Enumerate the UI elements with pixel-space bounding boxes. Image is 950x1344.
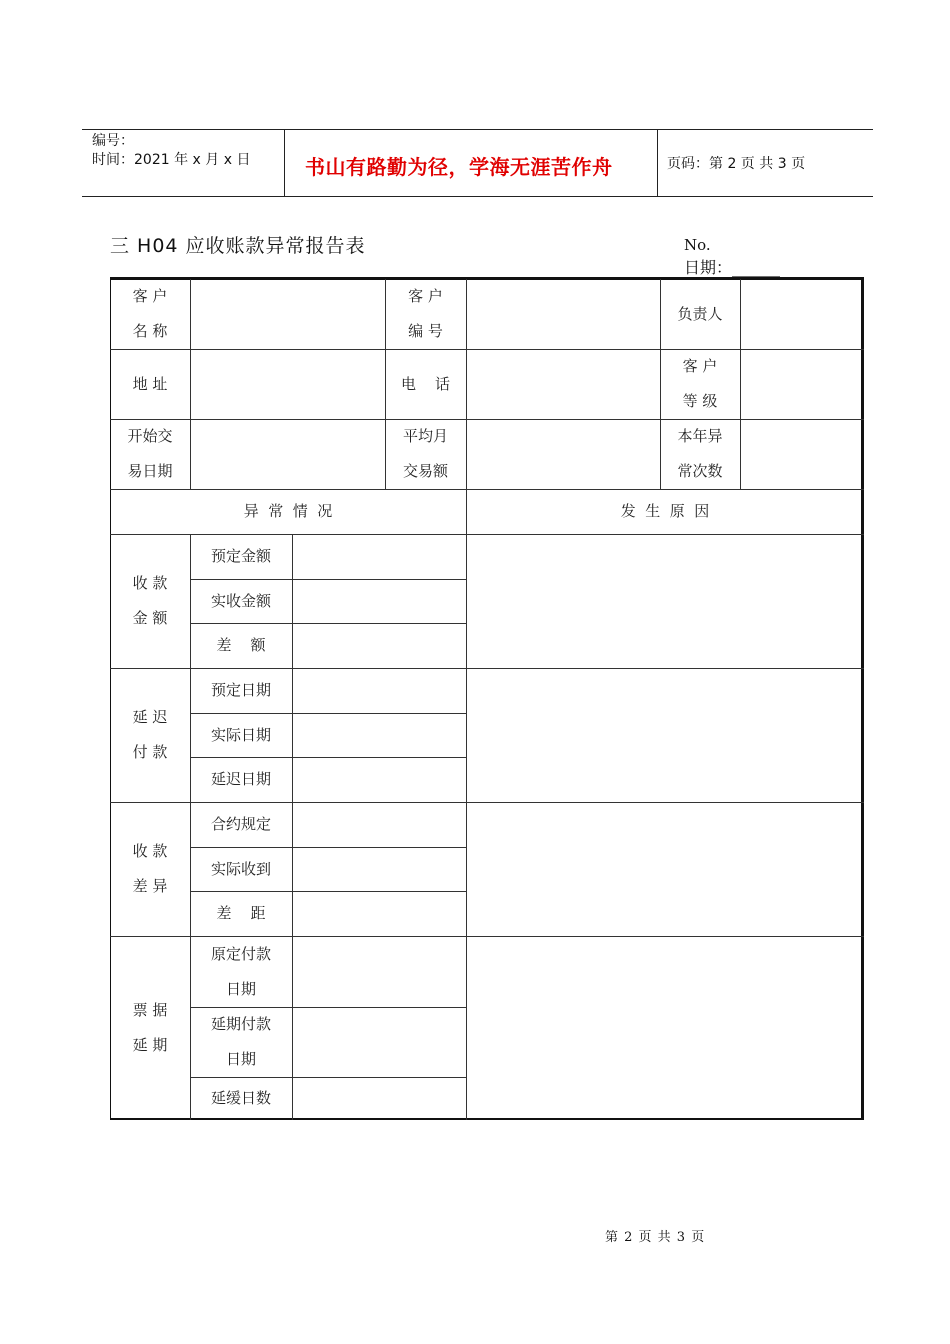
start-trade-date-value[interactable] [191, 420, 385, 489]
item-label: 预定日期 [210, 681, 271, 699]
item-value[interactable] [293, 669, 466, 713]
cause-value[interactable] [467, 803, 863, 936]
item-value[interactable] [293, 892, 466, 936]
item-value[interactable] [293, 624, 466, 668]
customer-no-label: 客 户 编 号 [408, 287, 443, 340]
item-label: 延缓日数 [210, 1089, 271, 1107]
group-label-delay: 延 迟 付 款 [132, 708, 168, 761]
form-no-label: No. [684, 236, 711, 254]
customer-name-value[interactable] [191, 280, 385, 349]
anomaly-header: 异 常 情 况 [243, 502, 333, 520]
header-top-rule [82, 129, 873, 130]
item-label: 延期付款 日期 [210, 1015, 271, 1068]
phone-label: 电 话 [400, 374, 451, 393]
customer-level-label: 客 户 等 级 [682, 357, 718, 410]
item-label: 合约规定 [210, 815, 271, 833]
item-value[interactable] [293, 758, 466, 802]
address-label: 地 址 [132, 374, 168, 393]
item-value[interactable] [293, 535, 466, 579]
group-label-difference: 收 款 差 异 [132, 842, 168, 895]
item-label: 差 距 [216, 904, 266, 922]
avg-monthly-amount-label: 平均月 交易额 [402, 427, 448, 480]
footer-page-number: 第 2 页 共 3 页 [605, 1230, 706, 1245]
item-value[interactable] [293, 714, 466, 757]
item-value[interactable] [293, 937, 466, 1007]
item-value[interactable] [293, 580, 466, 623]
customer-no-value[interactable] [467, 280, 660, 349]
start-trade-date-label: 开始交 易日期 [127, 427, 173, 480]
item-label: 实际日期 [210, 725, 271, 744]
form-title: 三 H04 应收账款异常报告表 [110, 235, 366, 257]
header-divider-2 [657, 129, 658, 197]
annual-anomalies-label: 本年异 常次数 [677, 427, 723, 480]
item-value[interactable] [293, 1078, 466, 1119]
item-label: 预定金额 [210, 547, 271, 565]
phone-value[interactable] [467, 350, 660, 419]
item-label: 差 额 [216, 636, 266, 654]
cause-value[interactable] [467, 535, 863, 668]
item-label: 实收金额 [210, 591, 271, 610]
group-label-bill-extension: 票 据 延 期 [132, 1001, 168, 1054]
item-value[interactable] [293, 848, 466, 891]
person-in-charge-label: 负责人 [677, 304, 723, 323]
time-label: 时间：2021 年 x 月 x 日 [92, 152, 251, 168]
avg-monthly-amount-value[interactable] [467, 420, 660, 489]
group-label-amount: 收 款 金 额 [132, 574, 168, 627]
item-label: 原定付款 日期 [210, 944, 271, 998]
page-code: 页码：第 2 页 共 3 页 [667, 156, 806, 172]
motto-text: 书山有路勤为径，学海无涯苦作舟 [305, 155, 613, 179]
header-bottom-rule [82, 196, 873, 197]
person-in-charge-value[interactable] [741, 280, 863, 349]
header-divider-1 [284, 129, 285, 197]
customer-name-label: 客 户 名 称 [132, 287, 168, 340]
address-value[interactable] [191, 350, 385, 419]
item-label: 延迟日期 [210, 770, 271, 788]
item-value[interactable] [293, 803, 466, 847]
cause-value[interactable] [467, 937, 863, 1119]
form-date-label: 日期：______ [684, 258, 781, 277]
annual-anomalies-value[interactable] [741, 420, 863, 489]
item-value[interactable] [293, 1008, 466, 1077]
customer-level-value[interactable] [741, 350, 863, 419]
number-label: 编号： [92, 133, 134, 149]
item-label: 实际收到 [210, 859, 271, 878]
cause-header: 发 生 原 因 [620, 502, 710, 520]
cause-value[interactable] [467, 669, 863, 802]
